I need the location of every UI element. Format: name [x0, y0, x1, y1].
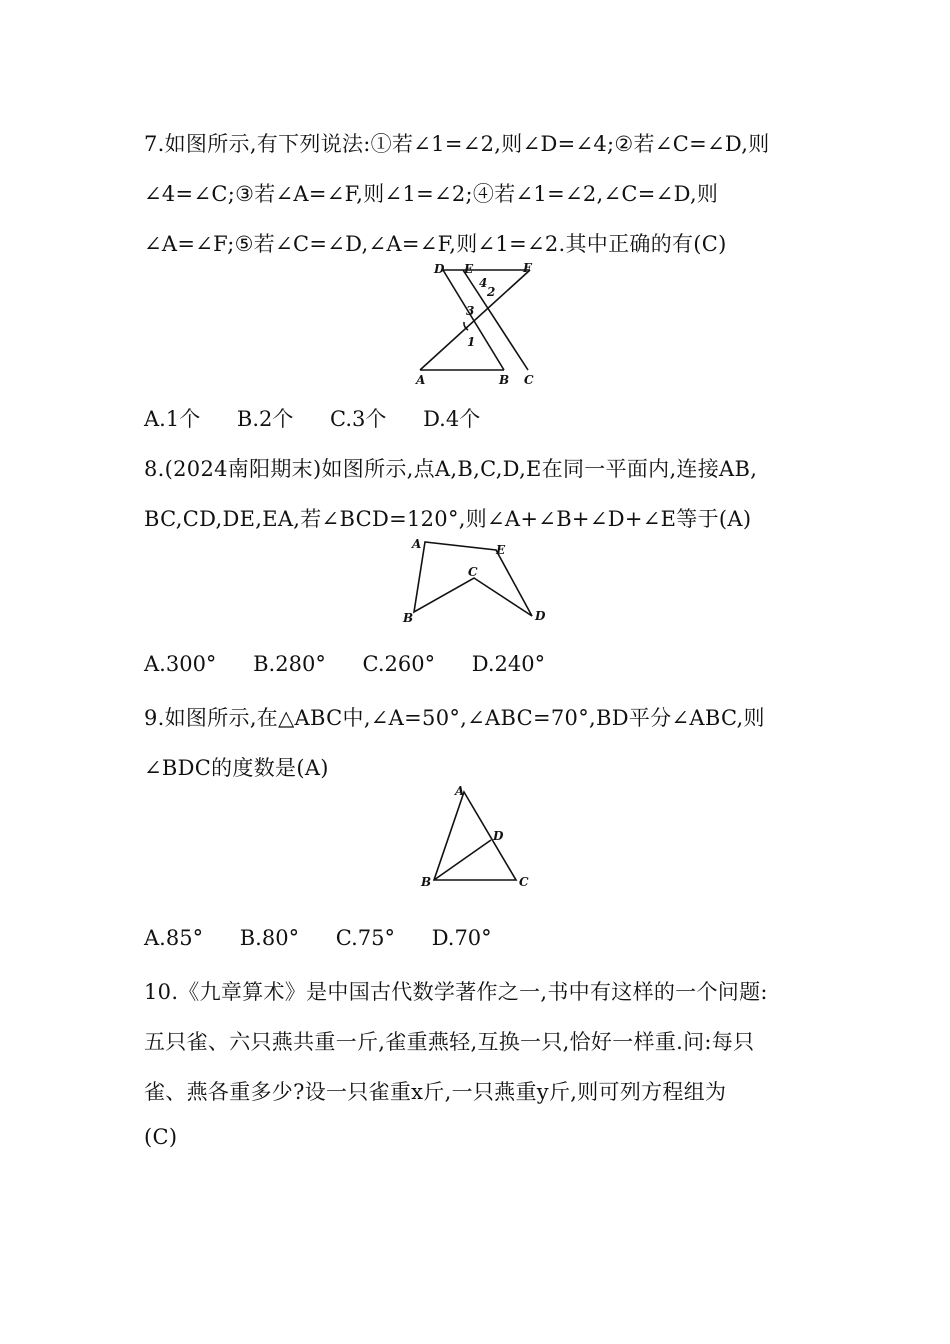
q7-label-D: D	[434, 262, 445, 276]
q10-text-line2: 五只雀、六只燕共重一斤,雀重燕轻,互换一只,恰好一样重.问:每只	[144, 1030, 755, 1054]
q8-options	[144, 652, 575, 676]
q9-option-b: B.80°	[239, 926, 300, 950]
q8-option-d: D.240°	[471, 652, 546, 676]
q9-text-line1: 9.如图所示,在△ABC中,∠A=50°,∠ABC=70°,BD平分∠ABC,则	[144, 706, 765, 730]
q8-label-A: A	[412, 537, 422, 551]
q7-label-E: E	[464, 262, 474, 276]
q9-option-d: D.70°	[431, 926, 492, 950]
q7-option-a: A.1个	[144, 407, 201, 431]
q9-triangle	[434, 792, 516, 880]
q9-option-c: C.75°	[335, 926, 395, 950]
q7-option-b: B.2个	[236, 407, 294, 431]
q7-option-c: C.3个	[330, 407, 387, 431]
q9-bisector-BD	[434, 840, 491, 880]
q10-text-line3: 雀、燕各重多少?设一只雀重x斤,一只燕重y斤,则可列方程组为	[144, 1080, 727, 1104]
q9-label-D: D	[493, 829, 504, 843]
q9-options	[144, 926, 522, 950]
q7-label-2: 2	[487, 285, 496, 299]
q10-text-line4: (C)	[144, 1125, 178, 1149]
q7-label-B: B	[499, 373, 510, 387]
q9-option-a: A.85°	[144, 926, 204, 950]
q8-figure	[398, 534, 558, 630]
q9-label-B: B	[421, 875, 432, 889]
q7-figure	[400, 258, 550, 390]
q7-label-C: C	[524, 373, 534, 387]
q10-text-line1: 10.《九章算术》是中国古代数学著作之一,书中有这样的一个问题:	[144, 980, 768, 1004]
q7-text-line1: 7.如图所示,有下列说法:①若∠1=∠2,则∠D=∠4;②若∠C=∠D,则	[144, 132, 770, 156]
q8-label-E: E	[496, 543, 506, 557]
q9-label-A: A	[455, 784, 465, 798]
q7-label-1: 1	[467, 335, 476, 349]
q8-text-line2: BC,CD,DE,EA,若∠BCD=120°,则∠A+∠B+∠D+∠E等于(A)	[144, 507, 752, 531]
q9-figure	[414, 782, 534, 892]
q7-options	[144, 403, 510, 433]
q8-label-C: C	[468, 565, 478, 579]
q7-label-A: A	[416, 373, 426, 387]
q7-text-line3: ∠A=∠F;⑤若∠C=∠D,∠A=∠F,则∠1=∠2.其中正确的有(C)	[144, 232, 727, 256]
q9-text-line2: ∠BDC的度数是(A)	[144, 756, 329, 780]
q8-option-a: A.300°	[144, 652, 217, 676]
q8-label-D: D	[535, 609, 546, 623]
q7-line-AF	[420, 270, 530, 370]
q7-label-F: F	[523, 261, 532, 275]
q8-option-b: B.280°	[253, 652, 326, 676]
q7-text-line2: ∠4=∠C;③若∠A=∠F,则∠1=∠2;④若∠1=∠2,∠C=∠D,则	[144, 182, 719, 206]
q8-pentagon	[414, 542, 532, 616]
q7-label-3: 3	[466, 304, 475, 318]
q7-option-d: D.4个	[423, 407, 481, 431]
q8-label-B: B	[403, 611, 414, 625]
q7-label-4: 4	[479, 276, 488, 290]
q8-text-line1: 8.(2024南阳期末)如图所示,点A,B,C,D,E在同一平面内,连接AB,	[144, 457, 758, 481]
q8-option-c: C.260°	[362, 652, 436, 676]
q9-label-C: C	[519, 875, 529, 889]
